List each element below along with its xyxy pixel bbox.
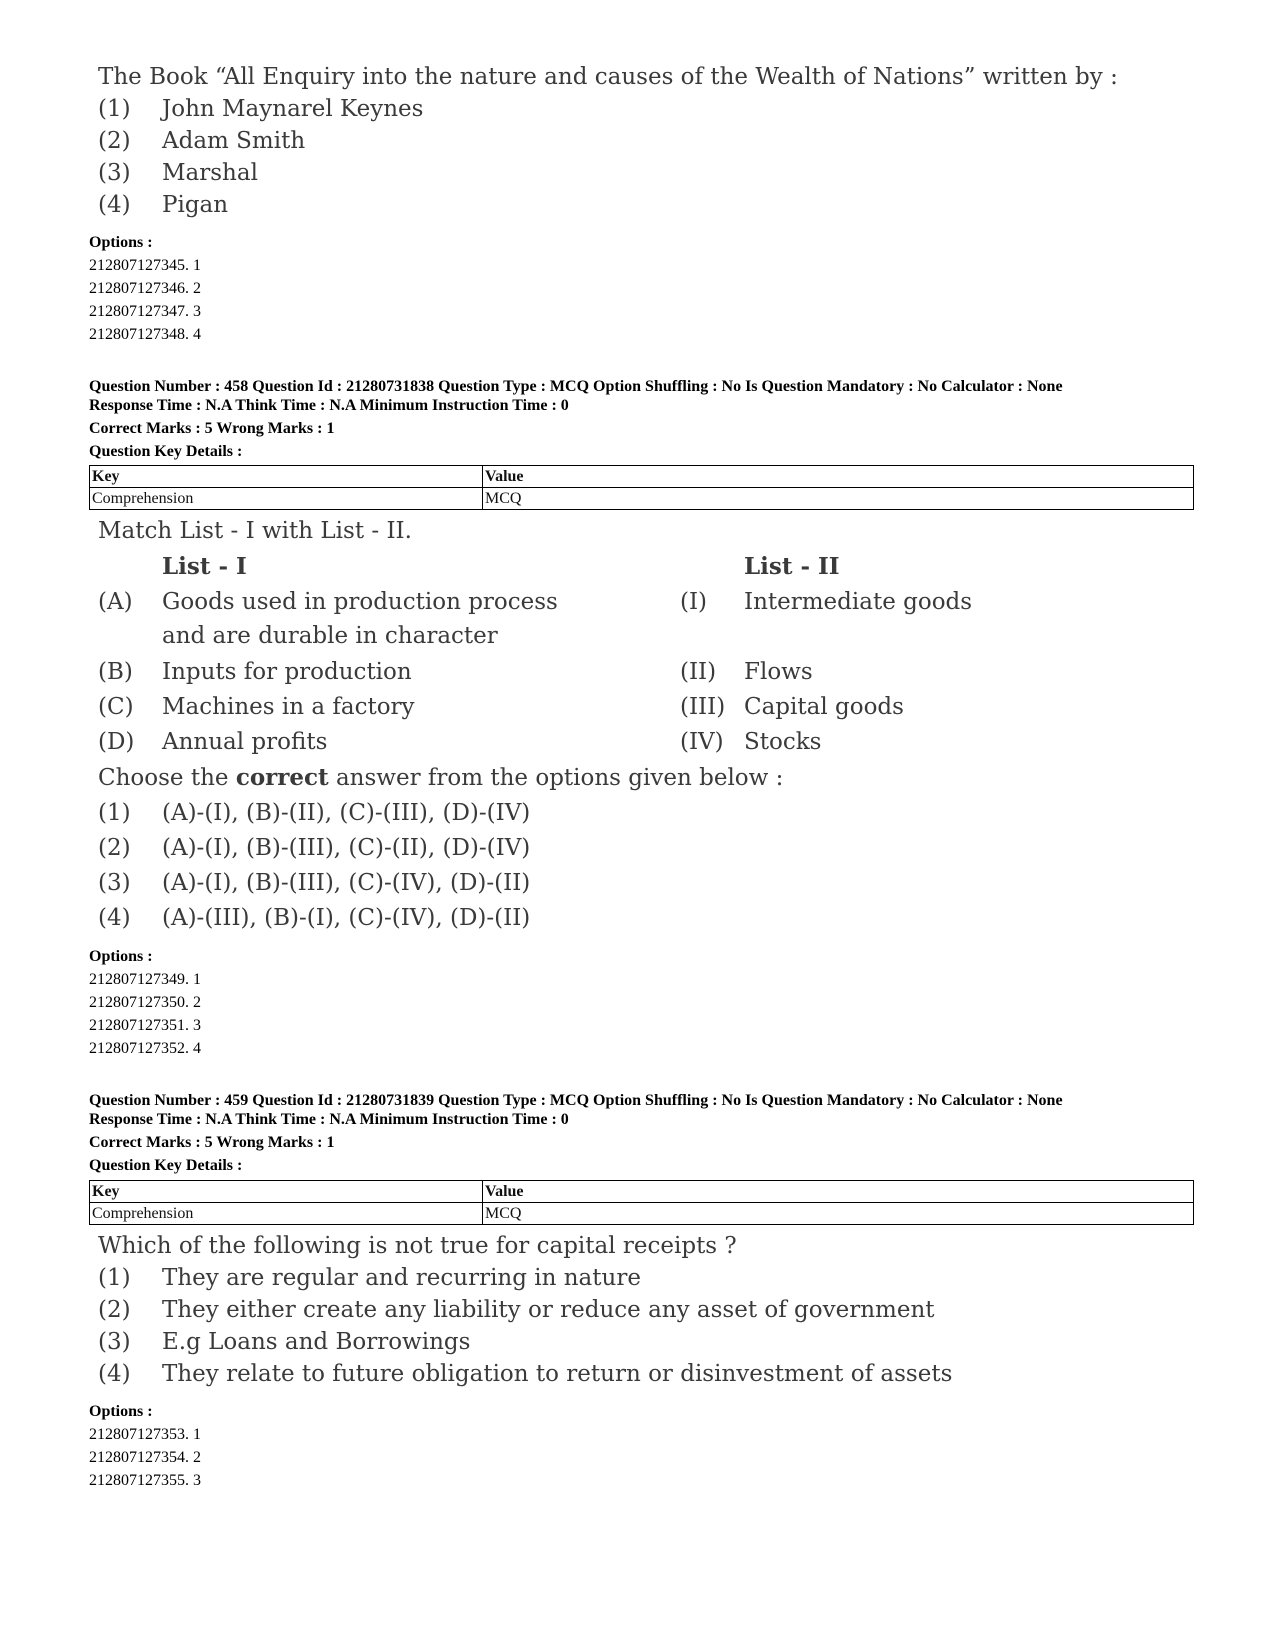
choice-text: E.g Loans and Borrowings <box>162 1329 471 1355</box>
question-key-details: Question Key Details : <box>89 443 243 460</box>
table-row <box>90 1203 1194 1225</box>
table-header-value: Value <box>483 1181 1194 1203</box>
choice-2 <box>98 1297 935 1323</box>
option-id: 212807127354. 2 <box>89 1449 201 1466</box>
option-id: 212807127346. 2 <box>89 280 201 297</box>
list-2-label: (I) <box>680 589 708 615</box>
option-id: 212807127351. 3 <box>89 1017 201 1034</box>
choice-number: (1) <box>98 96 131 122</box>
question-meta-line1: Question Number : 458 Question Id : 21280731838 Question Type : MCQ Option Shuffling : No Is Question Mandatory : No Calculator : None <box>89 378 1063 395</box>
choose-text: Choose the <box>98 765 236 791</box>
choice-text: Pigan <box>162 192 229 218</box>
list-1-label: (C) <box>98 694 134 720</box>
list-1-heading: List - I <box>162 553 247 580</box>
choice-number: (3) <box>98 870 131 896</box>
table-row <box>90 488 1194 510</box>
option-id: 212807127353. 1 <box>89 1426 201 1443</box>
choice-number: (2) <box>98 128 131 154</box>
option-id: 212807127352. 4 <box>89 1040 201 1057</box>
choice-number: (2) <box>98 1297 131 1323</box>
list-2-label: (IV) <box>680 729 724 755</box>
choice-text: Marshal <box>162 160 258 186</box>
choice-number: (1) <box>98 1265 131 1291</box>
table-cell-key: Comprehension <box>90 488 483 510</box>
list-2-item: Capital goods <box>744 694 904 720</box>
option-id: 212807127348. 4 <box>89 326 201 343</box>
list-2-item: Flows <box>744 659 813 685</box>
list-1-label: (D) <box>98 729 135 755</box>
list-2-item: Intermediate goods <box>744 589 973 615</box>
table-header-value: Value <box>483 466 1194 488</box>
choice-text: (A)-(I), (B)-(II), (C)-(III), (D)-(IV) <box>162 800 531 826</box>
choice-4 <box>98 905 530 931</box>
list-1-label: (A) <box>98 589 133 615</box>
choice-2 <box>98 835 530 861</box>
list-1-item: Machines in a factory <box>162 694 415 720</box>
choose-text: answer from the options given below : <box>328 765 784 791</box>
choice-number: (4) <box>98 1361 131 1387</box>
choice-number: (4) <box>98 905 131 931</box>
choice-number: (4) <box>98 192 131 218</box>
list-1-item: Inputs for production <box>162 659 412 685</box>
table-header-row <box>90 466 1194 488</box>
choice-3 <box>98 1329 470 1355</box>
choice-text: They relate to future obligation to return or disinvestment of assets <box>162 1361 953 1387</box>
options-label: Options : <box>89 948 153 965</box>
choice-text: Adam Smith <box>162 128 306 154</box>
list-1-item-continued: and are durable in character <box>162 623 498 649</box>
option-id: 212807127349. 1 <box>89 971 201 988</box>
choice-text: They either create any liability or reduce any asset of government <box>162 1297 935 1323</box>
choose-instruction <box>98 764 783 791</box>
table-cell-value: MCQ <box>483 488 1194 510</box>
question-stem: Which of the following is not true for capital receipts ? <box>98 1233 737 1259</box>
choice-text: They are regular and recurring in nature <box>162 1265 641 1291</box>
option-id: 212807127347. 3 <box>89 303 201 320</box>
question-meta-line2: Response Time : N.A Think Time : N.A Minimum Instruction Time : 0 <box>89 397 569 414</box>
question-marks: Correct Marks : 5 Wrong Marks : 1 <box>89 1134 335 1151</box>
options-label: Options : <box>89 1403 153 1420</box>
choose-emphasis: correct <box>235 764 329 791</box>
option-id: 212807127355. 3 <box>89 1472 201 1489</box>
choice-4 <box>98 1361 952 1387</box>
question-stem: Match List - I with List - II. <box>98 518 412 544</box>
question-meta-line1: Question Number : 459 Question Id : 21280731839 Question Type : MCQ Option Shuffling : No Is Question Mandatory : No Calculator : None <box>89 1092 1063 1109</box>
question-meta-line2: Response Time : N.A Think Time : N.A Minimum Instruction Time : 0 <box>89 1111 569 1128</box>
choice-number: (1) <box>98 800 131 826</box>
choice-1 <box>98 96 423 122</box>
choice-text: (A)-(I), (B)-(III), (C)-(IV), (D)-(II) <box>162 870 531 896</box>
choice-4 <box>98 192 228 218</box>
question-key-details: Question Key Details : <box>89 1157 243 1174</box>
table-cell-key: Comprehension <box>90 1203 483 1225</box>
table-cell-value: MCQ <box>483 1203 1194 1225</box>
option-id: 212807127345. 1 <box>89 257 201 274</box>
option-id: 212807127350. 2 <box>89 994 201 1011</box>
choice-2 <box>98 128 305 154</box>
choice-number: (2) <box>98 835 131 861</box>
choice-text: (A)-(III), (B)-(I), (C)-(IV), (D)-(II) <box>162 905 531 931</box>
list-2-label: (II) <box>680 659 717 685</box>
choice-text: (A)-(I), (B)-(III), (C)-(II), (D)-(IV) <box>162 835 531 861</box>
list-1-item: Goods used in production process <box>162 589 558 615</box>
choice-number: (3) <box>98 160 131 186</box>
key-value-table <box>89 1180 1194 1225</box>
question-marks: Correct Marks : 5 Wrong Marks : 1 <box>89 420 335 437</box>
question-stem: The Book “All Enquiry into the nature and causes of the Wealth of Nations” written by : <box>98 64 1118 90</box>
list-2-label: (III) <box>680 694 726 720</box>
table-header-key: Key <box>90 466 483 488</box>
list-2-item: Stocks <box>744 729 822 755</box>
options-label: Options : <box>89 234 153 251</box>
choice-3 <box>98 160 258 186</box>
table-header-row <box>90 1181 1194 1203</box>
list-2-heading: List - II <box>744 553 840 580</box>
choice-number: (3) <box>98 1329 131 1355</box>
key-value-table <box>89 465 1194 510</box>
table-header-key: Key <box>90 1181 483 1203</box>
choice-1 <box>98 800 530 826</box>
choice-text: John Maynarel Keynes <box>162 96 424 122</box>
list-1-item: Annual profits <box>162 729 328 755</box>
list-1-label: (B) <box>98 659 133 685</box>
choice-1 <box>98 1265 641 1291</box>
choice-3 <box>98 870 530 896</box>
